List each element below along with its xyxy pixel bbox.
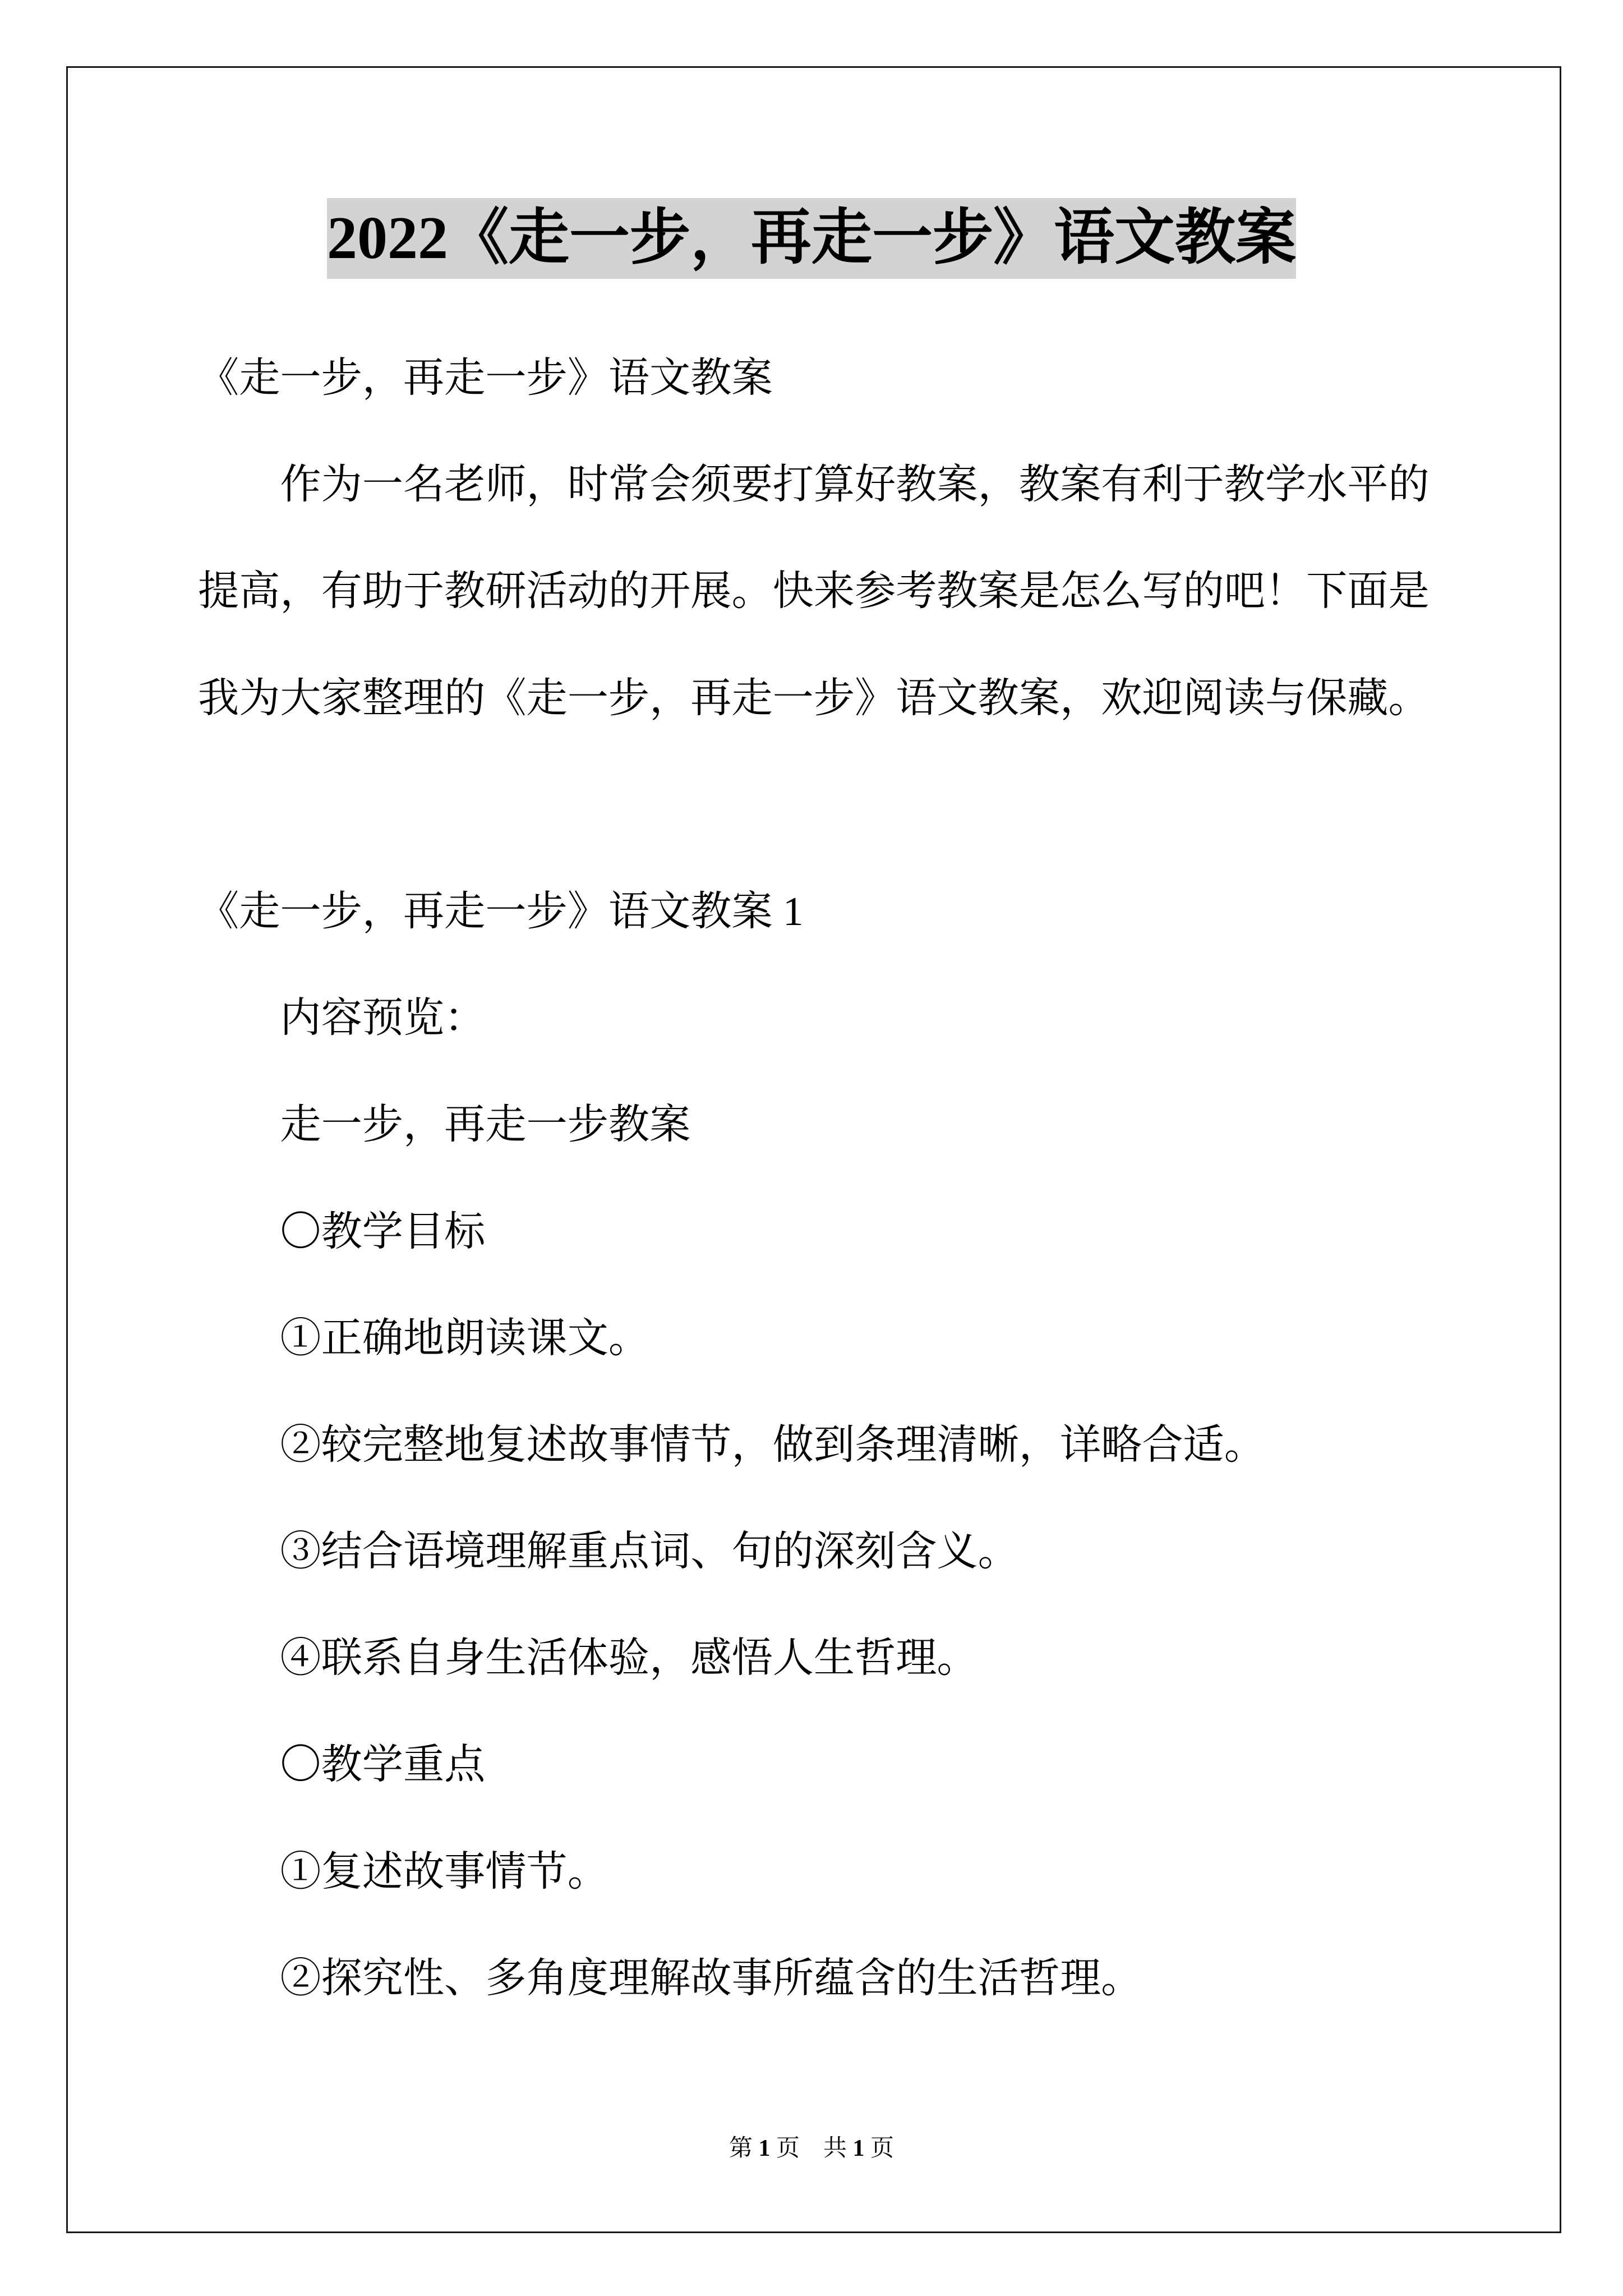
intro-line: 我为大家整理的《走一步，再走一步》语文教案，欢迎阅读与保藏。 [198, 675, 1430, 721]
intro-paragraph [198, 431, 1488, 752]
objective-item: ②较完整地复述故事情节，做到条理清晰，详略合适。 [280, 1421, 1265, 1467]
intro-line: 作为一名老师，时常会须要打算好教案，教案有利于教学水平的 [280, 462, 1430, 508]
objectives-heading: 〇教学目标 [280, 1208, 486, 1254]
page-indicator [729, 2136, 800, 2161]
intro-line: 提高，有助于教研活动的开展。快来参考教案是怎么写的吧！下面是 [198, 568, 1430, 614]
key-points-list [198, 1819, 1488, 2032]
key-points-heading: 〇教学重点 [280, 1742, 486, 1788]
section-heading-text: 《走一步，再走一步》语文教案 [198, 888, 773, 934]
blank-line [198, 752, 1488, 858]
objectives-list [198, 1285, 1488, 1712]
preview-label: 内容预览： [280, 995, 486, 1041]
section-heading [198, 858, 1488, 965]
page-number: 1 [758, 2136, 771, 2161]
document-title: 2022《走一步，再走一步》语文教案 [327, 198, 1296, 279]
page-footer [0, 2132, 1623, 2165]
section-number: 1 [782, 888, 804, 934]
objective-item: ①正确地朗读课文。 [280, 1315, 650, 1361]
page-prefix: 第 [728, 2136, 753, 2161]
objective-item: ④联系自身生活体验，感悟人生哲理。 [280, 1635, 978, 1681]
document-heading: 《走一步，再走一步》语文教案 [198, 355, 773, 401]
total-pages: 1 [852, 2136, 865, 2161]
total-prefix: 共 [823, 2136, 847, 2161]
total-suffix: 页 [870, 2136, 895, 2161]
key-point-item: ①复述故事情节。 [280, 1848, 608, 1894]
page-suffix: 页 [776, 2136, 800, 2161]
key-point-item: ②探究性、多角度理解故事所蕴含的生活哲理。 [280, 1955, 1142, 2001]
lesson-title: 走一步，再走一步教案 [280, 1102, 691, 1148]
document-body [198, 325, 1488, 2032]
title-row [0, 198, 1623, 279]
objective-item: ③结合语境理解重点词、句的深刻含义。 [280, 1529, 1019, 1575]
total-pages-indicator [823, 2136, 894, 2161]
